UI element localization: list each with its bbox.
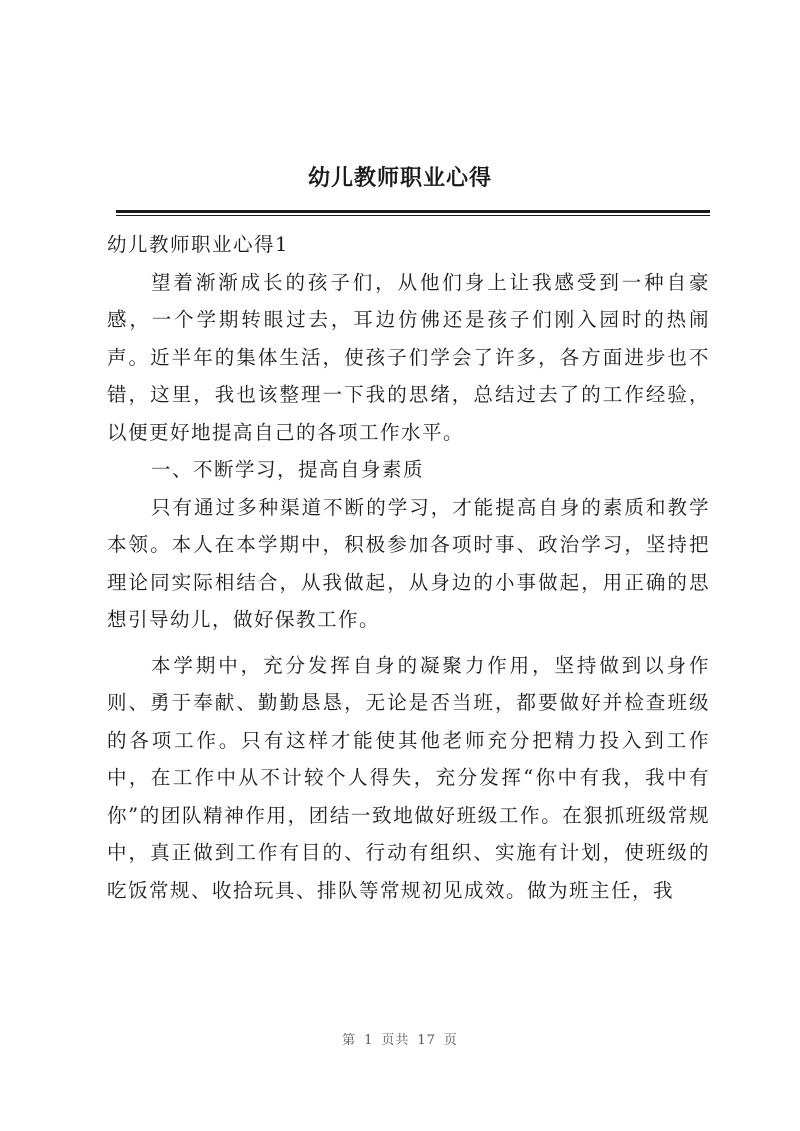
section-heading: 幼儿教师职业心得1	[107, 233, 289, 256]
page-label-suffix: 页	[443, 1033, 458, 1048]
title-divider-thin	[116, 215, 710, 216]
document-body	[107, 226, 710, 909]
section-heading-learning: 一、不断学习，提高自身素质	[151, 458, 425, 481]
document-title: 幼儿教师职业心得	[307, 165, 492, 191]
page-footer	[0, 1029, 800, 1048]
page-label-mid: 页共	[381, 1033, 410, 1048]
paragraph-learning: 只有通过多种渠道不断的学习，才能提高自身的素质和教学本领。本人在本学期中，积极参加各项时事、政治学习，坚持把理论同实际相结合，从我做起，从身边的小事做起，用正确的思想引导幼儿，做好保教工作。	[107, 495, 710, 631]
page-label-prefix: 第	[342, 1033, 357, 1048]
title-divider-thick	[116, 210, 710, 213]
paragraph-teamwork: 本学期中，充分发挥自身的凝聚力作用，坚持做到以身作则、勇于奉献、勤勤恳恳，无论是否当班，都要做好并检查班级的各项工作。只有这样才能使其他老师充分把精力投入到工作中，在工作中从不计较个人得失，充分发挥“你中有我，我中有你”的团队精神作用，团结一致地做好班级工作。在狠抓班级常规中，真正做到工作有目的、行动有组织、实施有计划，使班级的吃饭常规、收拾玩具、排队等常规初见成效。做为班主任，我	[107, 653, 710, 902]
paragraph-intro: 望着渐渐成长的孩子们，从他们身上让我感受到一种自豪感，一个学期转眼过去，耳边仿佛还是孩子们刚入园时的热闹声。近半年的集体生活，使孩子们学会了许多，各方面进步也不错，这里，我也该整理一下我的思绪，总结过去了的工作经验，以便更好地提高自己的各项工作水平。	[107, 270, 710, 444]
page-number-total: 17	[417, 1033, 436, 1048]
page-number-current: 1	[364, 1033, 374, 1048]
